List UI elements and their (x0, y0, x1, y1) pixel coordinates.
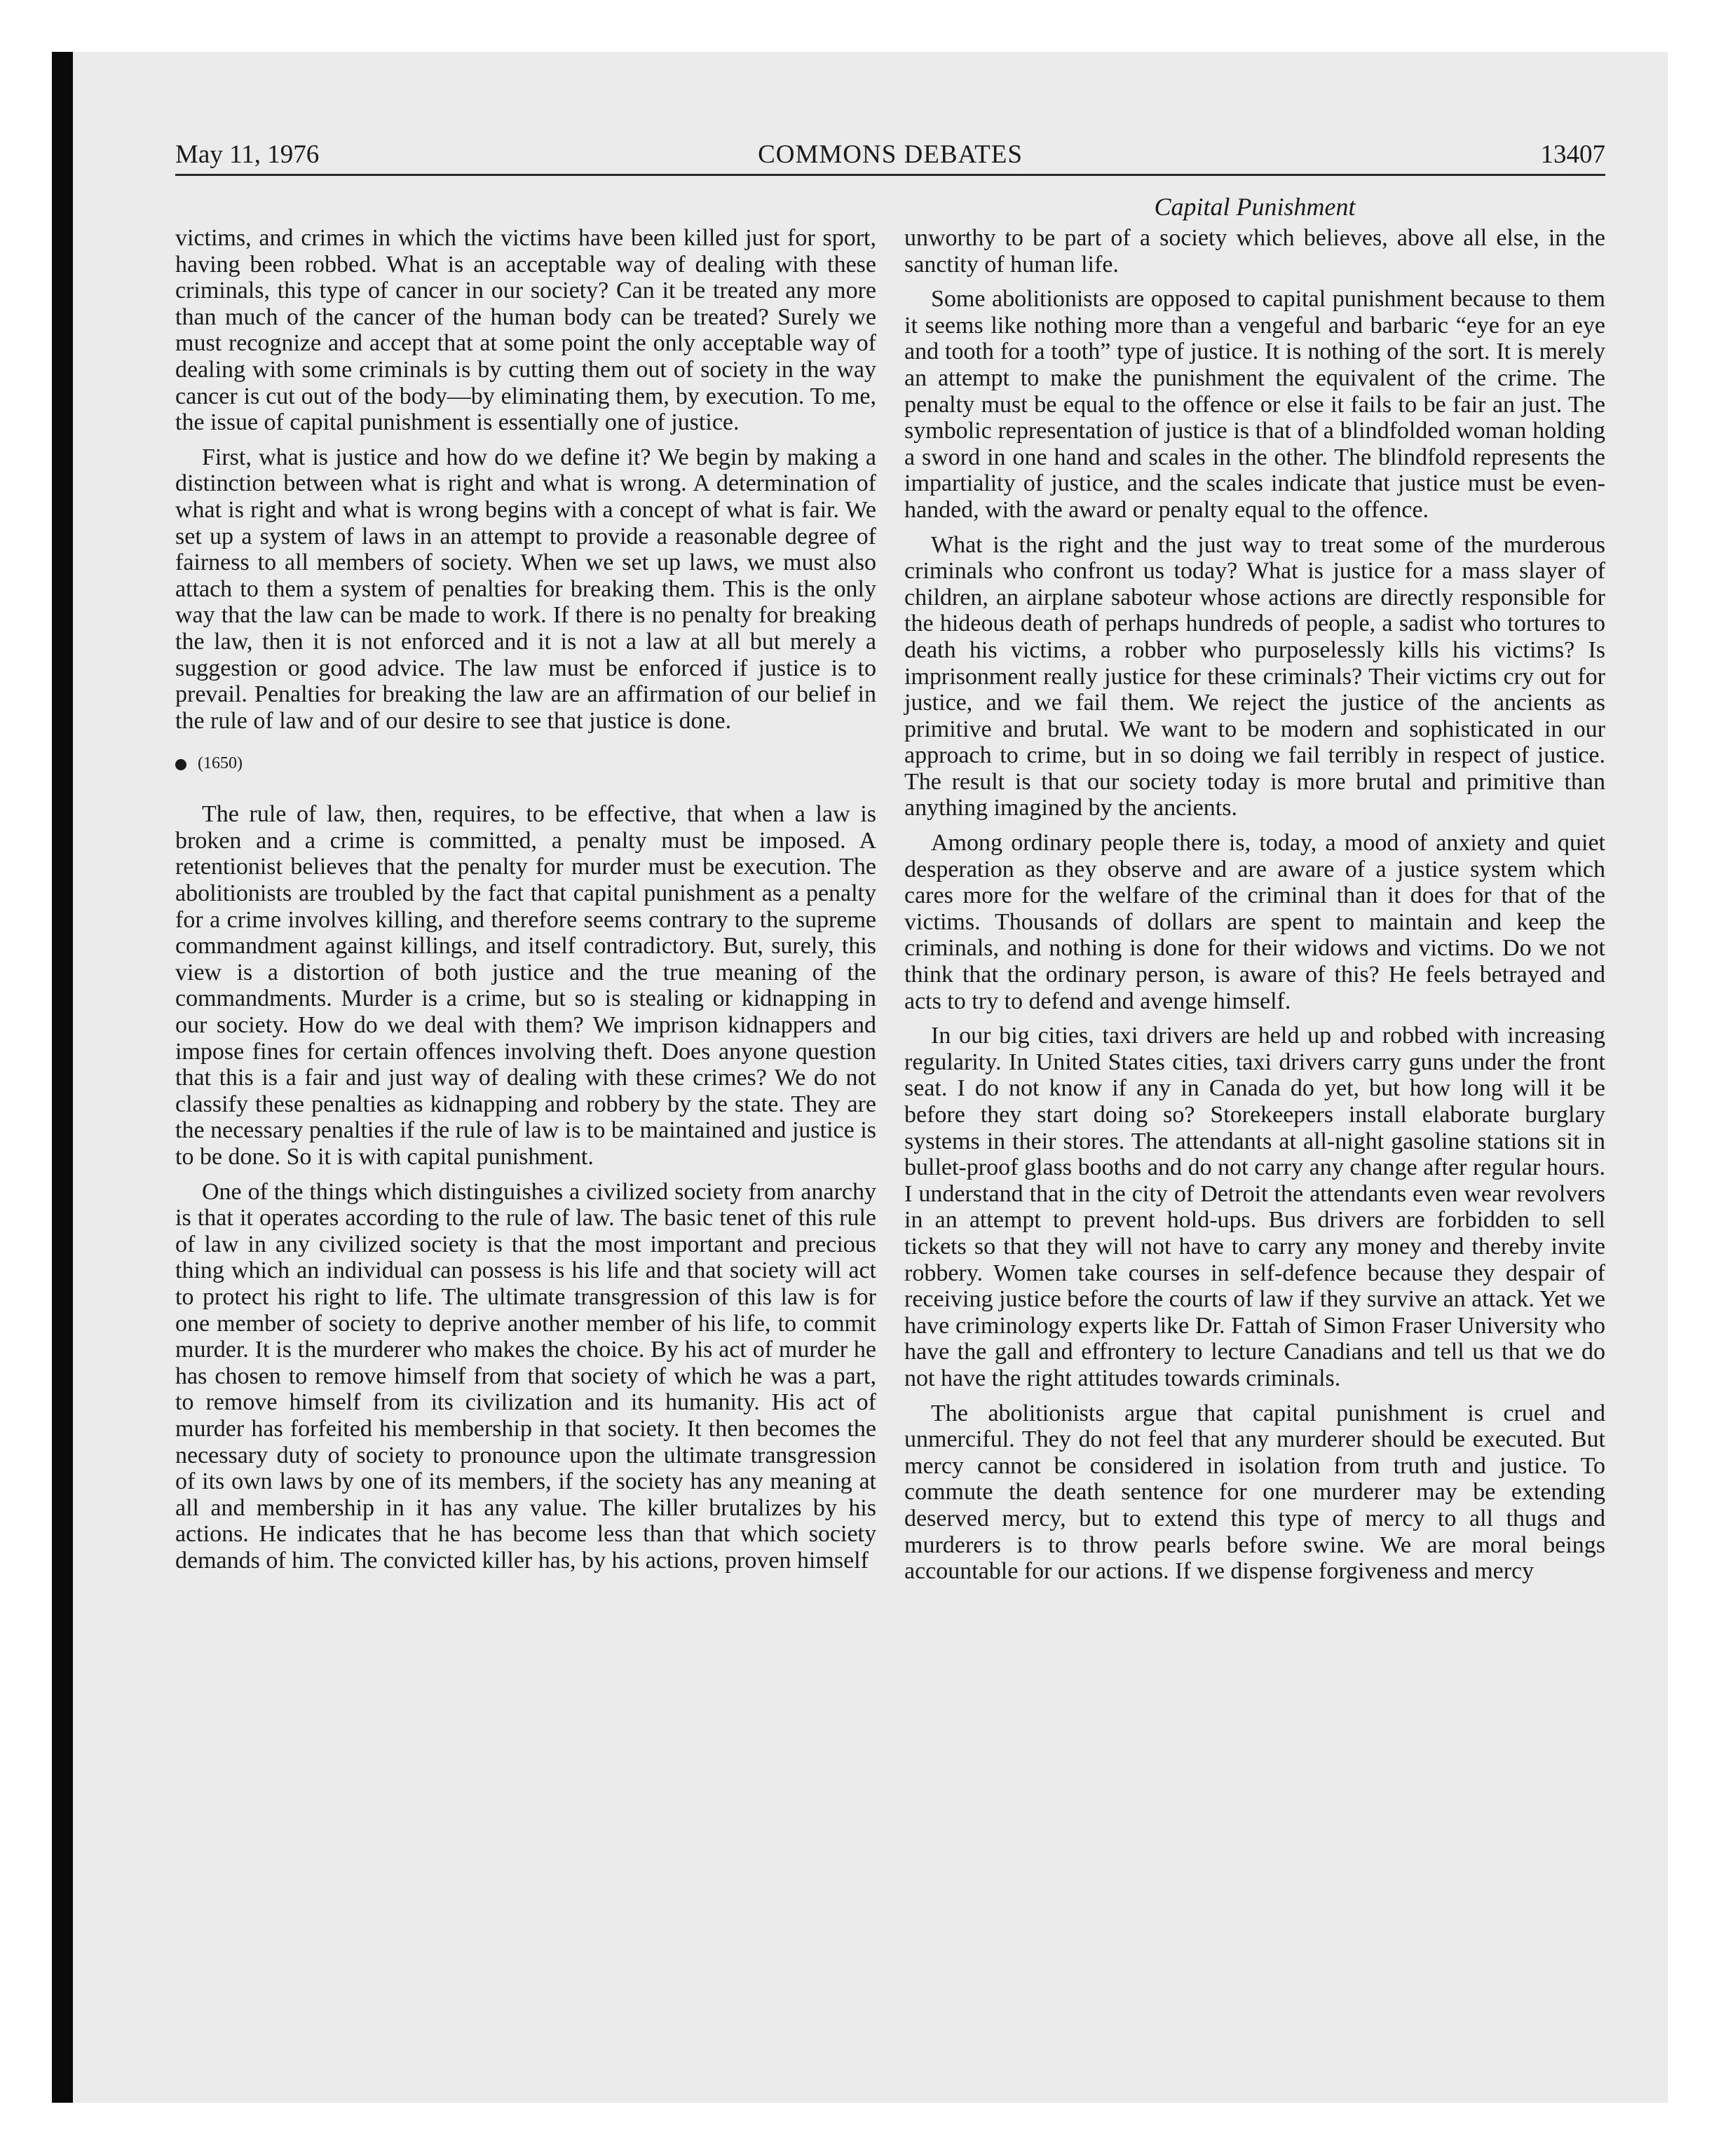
paragraph: Among ordinary people there is, today, a mood of anxiety and quiet desperation as they observe and are aware of a justice system which cares more for the welfare of the criminal than it does for that of the victims. Thousands of dollars are spent to maintain and keep the criminals, and nothing is done for their widows and victims. Do we not think that the ordinary person, is aware of this? He feels betrayed and acts to try to defend and avenge himself. (904, 830, 1605, 1014)
bullet-icon (175, 759, 186, 770)
scan-border (52, 52, 73, 2103)
right-column (904, 225, 1605, 1593)
time-marker (175, 749, 876, 777)
publication-title: COMMONS DEBATES (758, 140, 1023, 169)
header-date: May 11, 1976 (175, 140, 320, 169)
page-number: 13407 (1540, 140, 1605, 169)
time-marker-text: (1650) (198, 754, 243, 773)
paragraph: In our big cities, taxi drivers are held up and robbed with increasing regularity. In United States cities, taxi drivers carry guns under the front seat. I do not know if any in Canada do yet, but how long will it be before they start doing so? Storekeepers install elaborate burglary systems in their stores. The attendants at all-night gasoline stations sit in bullet-proof glass booths and do not carry any change after regular hours. I understand that in the city of Detroit the attendants even wear revolvers in an attempt to prevent hold-ups. Bus drivers are forbidden to sell tickets so that they will not have to carry any money and thereby invite robbery. Women take courses in self-defence because they despair of receiving justice before the courts of law if they survive an attack. Yet we have criminology experts like Dr. Fattah of Simon Fraser University who have the gall and effrontery to lecture Canadians and tell us that we do not have the right attitudes towards criminals. (904, 1023, 1605, 1391)
paragraph: Some abolitionists are opposed to capital punishment because to them it seems like nothing more than a vengeful and barbaric “eye for an eye and tooth for a tooth” type of justice. It is nothing of the sort. It is merely an attempt to make the punishment the equivalent of the crime. The penalty must be equal to the offence or else it fails to be fair an just. The symbolic representation of justice is that of a blindfolded woman holding a sword in one hand and scales in the other. The blindfold represents the impartiality of justice, and the scales indicate that justice must be even-handed, with the award or penalty equal to the offence. (904, 286, 1605, 523)
paragraph: unworthy to be part of a society which believes, above all else, in the sanctity of human life. (904, 225, 1605, 278)
section-title: Capital Punishment (1154, 193, 1356, 221)
paragraph: victims, and crimes in which the victims have been killed just for sport, having been robbed. What is an acceptable way of dealing with these criminals, this type of cancer in our society? Can it be treated any more than much of the cancer of the human body can be treated? Surely we must recognize and accept that at some point the only acceptable way of dealing with some criminals is by cutting them out of society in the way cancer is cut out of the body—by eliminating them, by execution. To me, the issue of capital punishment is essentially one of justice. (175, 225, 876, 436)
paragraph: What is the right and the just way to treat some of the murderous criminals who confront us today? What is justice for a mass slayer of children, an airplane saboteur whose actions are directly responsible for the hideous death of perhaps hundreds of people, a sadist who tortures to death his victims, a robber who purposelessly kills his victims? Is imprisonment really justice for these criminals? Their victims cry out for justice, and we fail them. We reject the justice of the ancients as primitive and brutal. We want to be modern and sophisticated in our approach to crime, but in so doing we fail terribly in respect of justice. The result is that our society today is more brutal and primitive than anything imagined by the ancients. (904, 531, 1605, 821)
running-header (175, 139, 1605, 176)
paragraph: One of the things which distinguishes a civilized society from anarchy is that it operates according to the rule of law. The basic tenet of this rule of law in any civilized society is that the most important and precious thing which an individual can possess is his life and that society will act to protect his right to life. The ultimate transgression of this law is for one member of society to deprive another member of his life, to commit murder. It is the murderer who makes the choice. By his act of murder he has chosen to remove himself from that society of which he was a part, to remove himself from its civilization and its humanity. His act of murder has forfeited his membership in that society. It then becomes the necessary duty of society to pronounce upon the ultimate transgression of its own laws by one of its members, if the society has any meaning at all and membership in it has any value. The killer brutalizes by his actions. He indicates that he has become less than that which society demands of him. The convicted killer has, by his actions, proven himself (175, 1178, 876, 1574)
paragraph: The abolitionists argue that capital punishment is cruel and unmerciful. They do not feel that any murderer should be executed. But mercy cannot be considered in isolation from truth and justice. To commute the death sentence for one murderer may be extending deserved mercy, but to extend this type of mercy to all thugs and murderers is to throw pearls before swine. We are moral beings accountable for our actions. If we dispense forgiveness and mercy (904, 1400, 1605, 1585)
paragraph: First, what is justice and how do we define it? We begin by making a distinction between what is right and what is wrong. A determination of what is right and what is wrong begins with a concept of what is fair. We set up a system of laws in an attempt to provide a reasonable degree of fairness to all members of society. When we set up laws, we must also attach to them a system of penalties for breaking them. This is the only way that the law can be made to work. If there is no penalty for breaking the law, then it is not enforced and it is not a law at all but merely a suggestion or good advice. The law must be enforced if justice is to prevail. Penalties for breaking the law are an affirmation of our belief in the rule of law and of our desire to see that justice is done. (175, 444, 876, 734)
left-column (175, 225, 876, 1583)
paragraph: The rule of law, then, requires, to be effective, that when a law is broken and a crime is committed, a penalty must be imposed. A retentionist believes that the penalty for murder must be execution. The abolitionists are troubled by the fact that capital punishment as a penalty for a crime involves killing, and therefore seems contrary to the supreme commandment against killings, and itself contradictory. But, surely, this view is a distortion of both justice and the true meaning of the commandments. Murder is a crime, but so is stealing or kidnapping in our society. How do we deal with them? We imprison kidnappers and impose fines for certain offences involving theft. Does anyone question that this is a fair and just way of dealing with these crimes? We do not classify these penalties as kidnapping and robbery by the state. They are the necessary penalties if the rule of law is to be maintained and justice is to be done. So it is with capital punishment. (175, 801, 876, 1170)
